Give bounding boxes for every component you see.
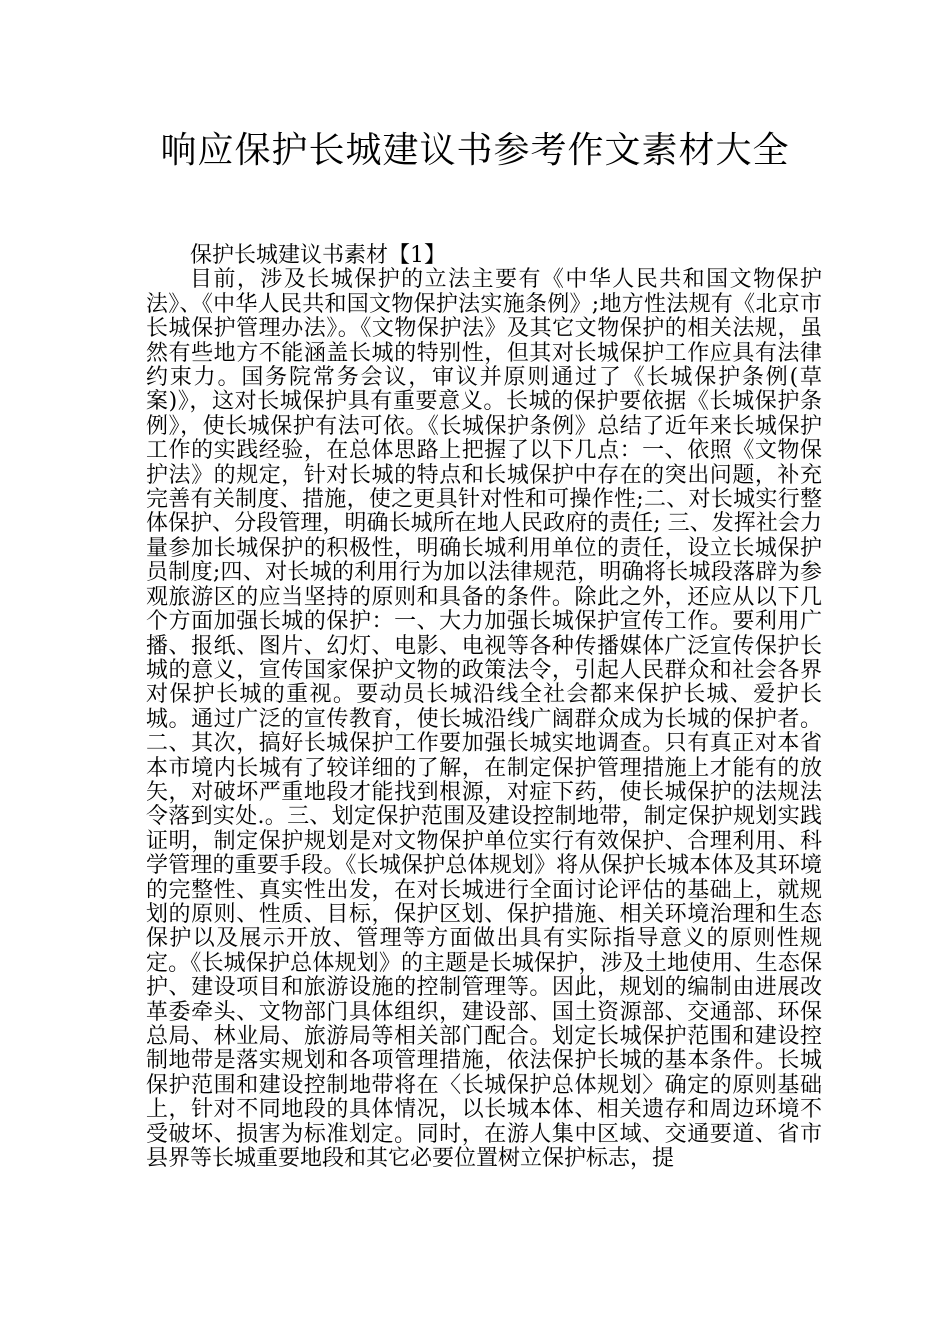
document-body [146,244,822,1171]
body-paragraph: 目前，涉及长城保护的立法主要有《中华人民共和国文物保护法》、《中华人民共和国文物保护法实施条例》;地方性法规有《北京市长城保护管理办法》。《文物保护法》及其它文物保护的相关法规，虽然有些地方不能涵盖长城的特别性，但其对长城保护工作应具有法律约束力。国务院常务会议，审议并原则通过了《长城保护条例(草案)》，这对长城保护具有重要意义。长城的保护要依据《长城保护条例》，使长城保护有法可依。《长城保护条例》总结了近年来长城保护工作的实践经验，在总体思路上把握了以下几点：一、依照《文物保护法》的规定，针对长城的特点和长城保护中存在的突出问题，补充完善有关制度、措施，使之更具针对性和可操作性;二、对长城实行整体保护、分段管理，明确长城所在地人民政府的责任; 三、发挥社会力量参加长城保护的积极性，明确长城利用单位的责任，设立长城保护员制度;四、对长城的利用行为加以法律规范，明确将长城段落辟为参观旅游区的应当坚持的原则和具备的条件。除此之外，还应从以下几个方面加强长城的保护：一、大力加强长城保护宣传工作。要利用广播、报纸、图片、幻灯、电影、电视等各种传播媒体广泛宣传保护长城的意义，宣传国家保护文物的政策法令，引起人民群众和社会各界对保护长城的重视。要动员长城沿线全社会都来保护长城、爱护长城。通过广泛的宣传教育，使长城沿线广阔群众成为长城的保护者。二、其次，搞好长城保护工作要加强长城实地调查。只有真正对本省本市境内长城有了较详细的了解，在制定保护管理措施上才能有的放矢，对破坏严重地段才能找到根源，对症下药，使长城保护的法规法令落到实处.。三、划定保护范围及建设控制地带，制定保护规划实践证明，制定保护规划是对文物保护单位实行有效保护、合理利用、科学管理的重要手段。《长城保护总体规划》将从保护长城本体及其环境的完整性、真实性出发，在对长城进行全面讨论评估的基础上，就规划的原则、性质、目标，保护区划、保护措施、相关环境治理和生态保护以及展示开放、管理等方面做出具有实际指导意义的原则性规定。《长城保护总体规划》的主题是长城保护，涉及土地使用、生态保护、建设项目和旅游设施的控制管理等。因此，规划的编制由进展改革委牵头、文物部门具体组织，建设部、国土资源部、交通部、环保总局、林业局、旅游局等相关部门配合。划定长城保护范围和建设控制地带是落实规划和各项管理措施，依法保护长城的基本条件。长城保护范围和建设控制地带将在〈长城保护总体规划〉确定的原则基础上，针对不同地段的具体情况，以长城本体、相关遗存和周边环境不受破坏、损害为标准划定。同时，在游人集中区域、交通要道、省市县界等长城重要地段和其它必要位置树立保护标志，提 [146,267,822,1172]
section-heading: 保护长城建议书素材【1】 [190,243,446,268]
document-title: 响应保护长城建议书参考作文素材大全 [160,130,790,171]
